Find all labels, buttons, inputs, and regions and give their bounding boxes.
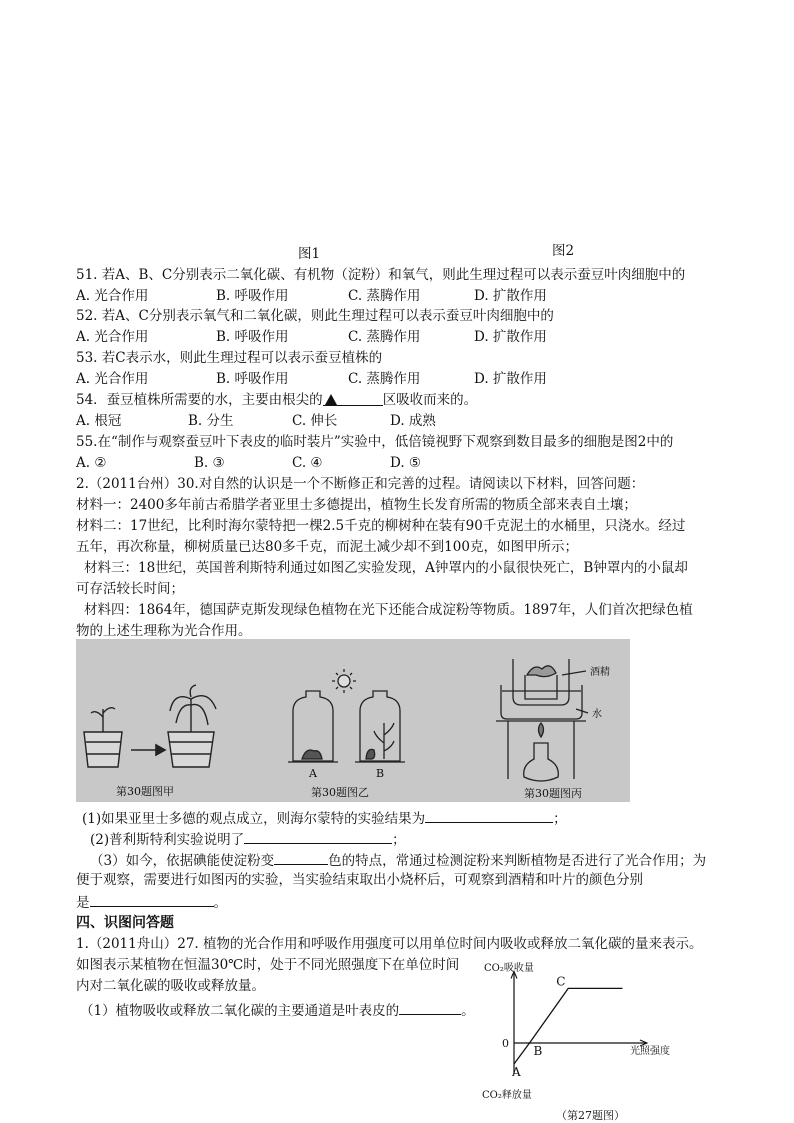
alcohol-label: 酒精	[590, 667, 610, 678]
q54-option-d: D. 成熟	[390, 413, 436, 429]
q2-sub-2-text: (2)普利斯特利实验说明了	[90, 832, 245, 848]
chart-caption: （第27题图）	[556, 1109, 625, 1122]
q52-option-b: B. 呼吸作用	[216, 329, 289, 345]
q55-stem: 55.在“制作与观察蚕豆叶下表皮的临时装片”实验中，低倍镜视野下观察到数目最多的细胞是图2中的	[76, 434, 674, 450]
q51-option-b: B. 呼吸作用	[216, 288, 289, 304]
y-axis-bottom-label: CO₂释放量	[482, 1090, 532, 1101]
section-4-q1-line-1: 1.（2011舟山）27. 植物的光合作用和呼吸作用强度可以用单位时间内吸收或释放二氧化碳的量来表示。	[76, 936, 703, 952]
q54-option-a: A. 根冠	[76, 413, 122, 429]
q2-sub-3-text-d: 是	[76, 895, 90, 911]
q52-option-d: D. 扩散作用	[474, 329, 547, 345]
q55-option-d: D. ⑤	[390, 455, 422, 471]
water-label: 水	[592, 709, 602, 720]
q2-intro: 2.（2011台州）30.对自然的认识是一个不断修正和完善的过程。请阅读以下材料，回答问题：	[76, 476, 645, 492]
point-label-a: A	[512, 1065, 521, 1079]
q2-material-2-line-2: 五年，再次称量，柳树质量已达80多千克，而泥土减少却不到100克，如图甲所示；	[76, 539, 578, 555]
q2-sub-1-blank[interactable]	[425, 808, 553, 823]
point-label-c: C	[556, 974, 566, 989]
q2-material-4-line-1: 材料四：1864年，德国萨克斯发现绿色植物在光下还能合成淀粉等物质。1897年，人们首次把绿色植	[84, 602, 693, 618]
y-axis-top-label: CO₂吸收量	[484, 963, 534, 974]
figure-jia-caption: 第30题图甲	[116, 785, 174, 798]
q54-stem-end: 区吸收而来的。	[382, 392, 478, 408]
q2-sub-3-color-blank[interactable]	[274, 850, 328, 865]
q55-option-b: B. ③	[194, 455, 225, 471]
co2-light-chart-svg	[478, 955, 708, 1123]
experiment-figure-drawing	[76, 639, 630, 802]
q54-option-b: B. 分生	[188, 413, 234, 429]
figure-1-caption: 图1	[298, 246, 321, 262]
q52-option-a: A. 光合作用	[76, 329, 149, 345]
q51-stem: 51. 若A、B、C分别表示二氧化碳、有机物（淀粉）和氧气，则此生理过程可以表示蚕豆叶肉细胞中的	[76, 267, 686, 283]
q2-sub-2-blank[interactable]	[244, 829, 392, 844]
co2-curve	[514, 988, 623, 1064]
q53-stem: 53. 若C表示水，则此生理过程可以表示蚕豆植株的	[76, 350, 383, 366]
q2-material-3-line-1: 材料三：18世纪，英国普利斯特利通过如图乙实验发现，A钟罩内的小鼠很快死亡，B钟罩内的小鼠却	[84, 560, 688, 576]
q51-option-d: D. 扩散作用	[474, 288, 547, 304]
q2-sub-3-text-b: 色的特点，常通过检测淀粉来判断植物是否进行了光合作用；为	[328, 853, 707, 869]
section-4-q1-sub-1-text: （1）植物吸收或释放二氧化碳的主要通道是叶表皮的	[80, 1003, 400, 1019]
q2-sub-2-end: ；	[392, 832, 406, 848]
q52-stem: 52. 若A、C分别表示氧气和二氧化碳，则此生理过程可以表示蚕豆叶肉细胞中的	[76, 308, 554, 324]
q2-material-2-line-1: 材料二：17世纪，比利时海尔蒙特把一棵2.5千克的柳树种在装有90千克泥土的水桶里，只浇水。经过	[76, 518, 686, 534]
q2-sub-3-end: 。	[213, 895, 227, 911]
q52-option-c: C. 蒸腾作用	[348, 329, 421, 345]
point-label-b: B	[533, 1044, 543, 1058]
section-4-q1-sub-1	[80, 1000, 475, 1020]
q2-sub-3-line-3	[76, 892, 227, 912]
q2-sub-1	[82, 808, 567, 828]
q54-stem-start: 54．蚕豆植株所需要的水，主要由根尖的	[76, 392, 323, 408]
section-4-q1-sub-1-blank[interactable]	[399, 1000, 461, 1015]
co2-light-chart	[478, 955, 708, 1123]
q2-sub-1-text: (1)如果亚里士多德的观点成立，则海尔蒙特的实验结果为	[82, 811, 426, 827]
origin-label: 0	[502, 1037, 509, 1050]
q54-option-c: C. 伸长	[292, 413, 338, 429]
bell-jar-a-label: A	[309, 767, 317, 780]
section-4-q1-line-3: 内对二氧化碳的吸收或释放量。	[76, 978, 265, 994]
q2-sub-3-line-1	[90, 850, 706, 870]
triangle-marker-icon	[325, 394, 337, 405]
q2-material-4-line-2: 物的上述生理称为光合作用。	[76, 623, 252, 639]
q55-option-a: A. ②	[76, 455, 107, 471]
q53-option-c: C. 蒸腾作用	[348, 371, 421, 387]
q2-sub-3-line-2: 便于观察，需要进行如图丙的实验，当实验结束取出小烧杯后，可观察到酒精和叶片的颜色分别	[76, 872, 643, 888]
q2-sub-2	[90, 829, 406, 849]
q54-answer-blank[interactable]	[323, 391, 383, 406]
bell-jar-b-label: B	[376, 767, 385, 780]
q2-material-1: 材料一：2400多年前古希腊学者亚里士多德提出，植物生长发育所需的物质全部来表自土壤；	[76, 497, 637, 513]
x-axis-label: 光照强度	[630, 1046, 670, 1057]
section-4-q1-line-2: 如图表示某植物在恒温30℃时，处于不同光照强度下在单位时间	[76, 957, 460, 973]
section-4-q1-sub-1-end: 。	[461, 1003, 475, 1019]
q51-option-a: A. 光合作用	[76, 288, 149, 304]
q51-option-c: C. 蒸腾作用	[348, 288, 421, 304]
figure-yi-caption: 第30题图乙	[311, 786, 369, 799]
q53-option-d: D. 扩散作用	[474, 371, 547, 387]
q54-stem	[76, 391, 477, 409]
figure-2-caption: 图2	[552, 243, 575, 259]
q2-material-3-line-2: 可存活较长时间；	[76, 581, 184, 597]
q55-option-c: C. ④	[292, 455, 323, 471]
q2-sub-3-text-a: （3）如今，依据碘能使淀粉变	[90, 853, 275, 869]
section-4-title: 四、识图问答题	[76, 915, 174, 931]
q2-sub-1-end: ；	[553, 811, 567, 827]
q2-sub-3-answer-blank[interactable]	[90, 892, 214, 907]
experiment-figure	[76, 639, 630, 802]
q53-option-b: B. 呼吸作用	[216, 371, 289, 387]
q53-option-a: A. 光合作用	[76, 371, 149, 387]
figure-bing-caption: 第30题图丙	[524, 787, 582, 800]
